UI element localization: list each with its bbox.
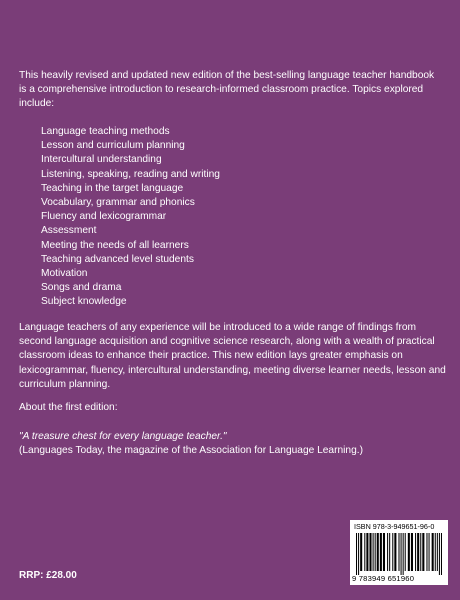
barcode-icon	[356, 533, 442, 575]
topic-item: Motivation	[41, 267, 88, 279]
topic-item: Meeting the needs of all learners	[41, 239, 189, 251]
isbn-label: ISBN 978-3-949651-96-0	[354, 522, 435, 531]
intro-paragraph: This heavily revised and updated new edition of the best-selling language teacher handbook is a comprehensive introduction to research-informed classroom practice. Topics explored include:	[19, 70, 435, 110]
topic-item: Assessment	[41, 225, 97, 237]
topic-item: Teaching in the target language	[41, 182, 184, 194]
topic-item: Vocabulary, grammar and phonics	[41, 196, 195, 208]
topic-item: Songs and drama	[41, 282, 122, 294]
price-label: RRP: £28.00	[19, 570, 77, 581]
barcode-panel	[350, 520, 448, 585]
topic-item: Language teaching methods	[41, 126, 170, 137]
topic-item: Fluency and lexicogrammar	[41, 211, 167, 223]
description-paragraph: Language teachers of any experience will be introduced to a wide range of findings from second language acquisition and cognitive science research, along with a wealth of practical classroom ideas to enhance their practice. This new edition lays greater emphasis on lexicogrammar, fluency, intercultural understanding, meeting diverse learner needs, lesson and curriculum planning.	[19, 322, 446, 390]
review-quote: "A treasure chest for every language teacher."	[19, 431, 227, 442]
topic-item: Subject knowledge	[41, 296, 127, 308]
review-source: (Languages Today, the magazine of the Association for Language Learning.)	[19, 445, 363, 456]
about-first-edition-label: About the first edition:	[19, 402, 118, 413]
topic-item: Lesson and curriculum planning	[41, 140, 185, 152]
topic-item: Listening, speaking, reading and writing	[41, 168, 220, 180]
topic-item: Intercultural understanding	[41, 154, 162, 166]
topics-list	[41, 125, 220, 309]
barcode-number: 9 783949 651960	[352, 574, 415, 583]
topic-item: Teaching advanced level students	[41, 253, 194, 265]
